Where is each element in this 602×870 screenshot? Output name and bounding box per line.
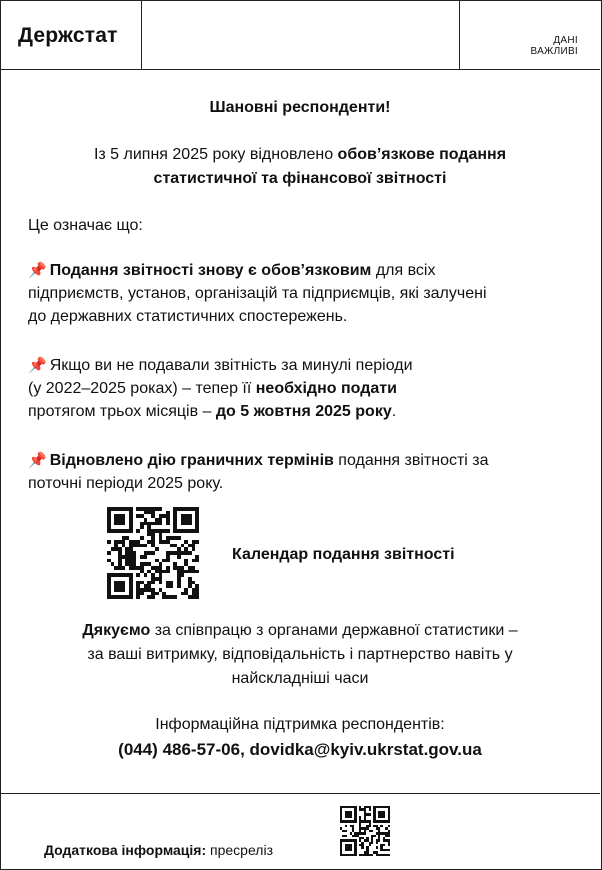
- header-divider: [459, 0, 460, 69]
- motto-line: ДАНІ: [553, 35, 578, 46]
- point-2: 📌 Якщо ви не подавали звітність за минулі періоди (у 2022–2025 роках) – тепер її необхідно подати протягом трьох місяців – до 5 жовтня 2025 року.: [28, 354, 588, 423]
- calendar-link[interactable]: Календар подання звітності: [232, 546, 455, 563]
- qr-code-calendar[interactable]: [107, 507, 199, 599]
- thanks-line: за ваші витримку, відповідальність і партнерство навіть у: [87, 646, 513, 663]
- thanks-line: найскладніші часи: [231, 670, 369, 687]
- announcement-line: статистичної та фінансової звітності: [153, 170, 447, 187]
- greeting: Шановні респонденти!: [209, 99, 391, 116]
- motto-line: ВАЖЛИВІ: [530, 46, 578, 57]
- qr-module: [388, 854, 390, 856]
- support-title: Інформаційна підтримка респондентів:: [155, 716, 445, 733]
- qr-code-press-release[interactable]: [340, 806, 390, 856]
- header-divider: [141, 0, 142, 69]
- point-1: 📌 Подання звітності знову є обов’язковим для всіх підприємств, установ, організацій та підприємців, які залучені до державних статистичних спостережень.: [28, 259, 588, 328]
- footer: [0, 793, 600, 870]
- thanks-line: Дякуємо за співпрацю з органами державної статистики –: [82, 622, 518, 639]
- means-intro: Це означає що:: [28, 217, 143, 234]
- announcement-line: Із 5 липня 2025 року відновлено обов’язкове подання: [93, 146, 507, 163]
- pushpin-icon: 📌: [28, 357, 47, 374]
- point-3: 📌 Відновлено дію граничних термінів подання звітності за поточні періоди 2025 року.: [28, 449, 588, 495]
- header: [0, 0, 600, 70]
- pushpin-icon: 📌: [28, 452, 47, 469]
- motto: [530, 35, 578, 57]
- pushpin-icon: 📌: [28, 262, 47, 279]
- support-contacts[interactable]: (044) 486-57-06, dovidka@kyiv.ukrstat.gov.ua: [118, 740, 482, 759]
- logo: Держстат: [18, 24, 118, 47]
- footer-label: Додаткова інформація: пресреліз: [44, 842, 273, 858]
- qr-module: [195, 595, 199, 599]
